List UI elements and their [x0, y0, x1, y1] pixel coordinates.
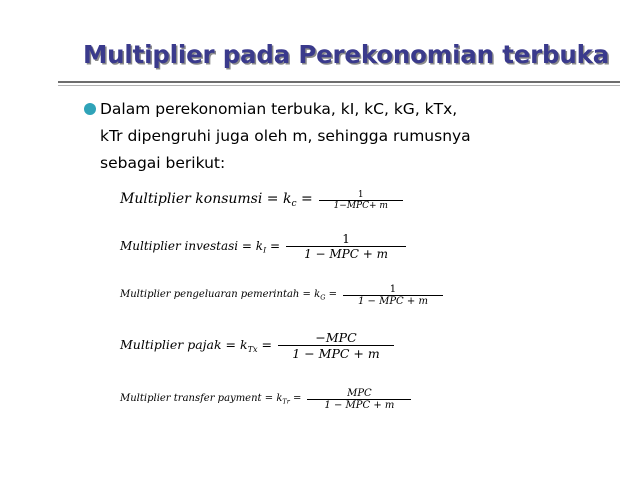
formula-investment-multiplier [120, 232, 406, 261]
formula-label: Multiplier pajak = $k_{Tx}$ = [120, 337, 273, 354]
formula-symbol: k [240, 337, 248, 353]
formula-label-text: Multiplier investasi [120, 238, 239, 253]
formula-numerator: 1 [357, 190, 364, 200]
formula-denominator: 1 − MPC + m [286, 246, 406, 261]
formula-numerator: MPC [347, 388, 372, 399]
formula-fraction [278, 330, 394, 361]
formula-denominator: 1 − MPC + m [343, 295, 443, 307]
formula-symbol: k [314, 289, 321, 301]
formula-symbol: k [283, 191, 292, 208]
formula-subscript: Tx [247, 343, 258, 354]
bullet-line-3: sebagai berikut: [100, 154, 226, 172]
formula-numerator: 1 [342, 232, 350, 246]
formula-label-text: Multiplier transfer payment [120, 393, 262, 405]
bullet-line-2: kTr dipengruhi juga oleh m, sehingga rumusnya [100, 127, 471, 145]
formula-government-spending-multiplier [120, 284, 443, 307]
formula-label-text: Multiplier pajak [120, 337, 222, 353]
formula-transfer-payment-multiplier [120, 388, 411, 411]
title-underline [58, 81, 620, 83]
formula-fraction [286, 232, 406, 261]
formula-denominator: 1 − MPC + m [278, 345, 394, 361]
formula-consumption-multiplier [120, 190, 403, 211]
formula-subscript: G [320, 293, 326, 302]
formula-label: Multiplier pengeluaran pemerintah = $k_G$ = [120, 289, 337, 302]
bullet-line-1: Dalam perekonomian terbuka, kI, kC, kG, kTx, [100, 100, 458, 118]
formula-label: Multiplier investasi = $k_I$ = [120, 238, 281, 255]
formula-fraction [319, 190, 403, 211]
formula-label: Multiplier konsumsi = $k_c$ = [120, 191, 313, 210]
slide-title: Multiplier pada Perekonomian terbuka [83, 40, 610, 69]
formula-label-text: Multiplier pengeluaran pemerintah [120, 289, 300, 301]
title-underline-secondary [58, 85, 620, 86]
formula-label: Multiplier transfer payment = $k_{Tr}$ = [120, 393, 302, 406]
formula-subscript: c [291, 199, 297, 210]
formula-numerator: −MPC [315, 330, 357, 345]
formula-denominator: 1−MPC+ m [319, 200, 403, 211]
formula-fraction [307, 388, 411, 411]
formula-subscript: I [263, 245, 267, 255]
formula-denominator: 1 − MPC + m [307, 399, 411, 411]
formula-subscript: Tr [282, 397, 290, 406]
formula-symbol: k [255, 238, 264, 253]
formula-fraction [343, 284, 443, 307]
formula-label-text: Multiplier konsumsi [120, 191, 263, 208]
formula-numerator: 1 [389, 284, 397, 295]
bullet-dot-icon [84, 103, 96, 115]
formula-symbol: k [276, 393, 283, 405]
formula-tax-multiplier [120, 330, 394, 361]
